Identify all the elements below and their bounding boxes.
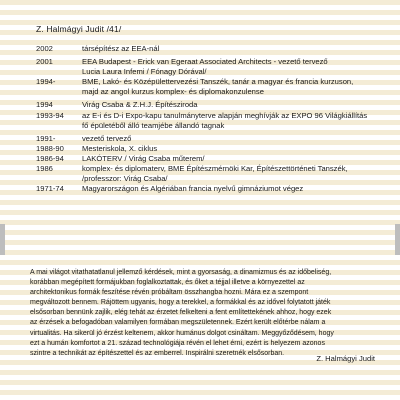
cv-year: 1994 (36, 100, 53, 110)
cv-description-line: Lucia Laura Infemi / Fónagy Dórával/ (82, 67, 207, 77)
cv-description (82, 100, 386, 110)
cv-year: 1986 (36, 164, 53, 174)
cv-description-line: komplex- és diplomaterv, BME Építészmérnöki Kar, Építészettörténeti Tanszék, (82, 164, 348, 174)
cv-description (82, 144, 386, 154)
paragraph-line: A mai világot vitathatatlanul jellemző kérdések, mint a gyorsaság, a dinamizmus és az időbeliség, (30, 269, 332, 276)
cv-description-line: Virág Csaba & Z.H.J. Építésziroda (82, 100, 198, 110)
cv-year: 1991- (36, 133, 56, 143)
paragraph-line: virtualitás. Ha sikerül jó érzést keltenem, akkor humánus dolgot csináltam. Meggyőződésem, hogy (30, 329, 334, 337)
cv-description-line: Magyarországon és Algériában francia nyelvű gimnáziumot végez (82, 184, 304, 194)
paragraph-line: az érzések a befogadóban valamilyen formában megszületennek. Ezért került előtérbe nálam a (30, 319, 326, 327)
cv-description-line: Mesteriskola, X. ciklus (82, 143, 158, 153)
cv-year: 2002 (36, 44, 53, 53)
cv-row (36, 77, 386, 97)
paragraph-line: megváltozott bennem. Rájöttem ugyanis, hogy a terekkel, a formákkal és az idővel folytatott játék (30, 299, 331, 307)
cv-description-line: LAKÓTERV / Virág Csaba műterem/ (82, 153, 205, 163)
cv-description (82, 111, 386, 131)
cv-description-line: BME, Lakó- és Középülettervezési Tanszék, tanár a magyar és francia kurzuson, (82, 77, 354, 87)
cv-timeline (36, 44, 386, 194)
cv-row (36, 57, 386, 77)
cv-description (82, 44, 386, 54)
author-heading: Z. Halmágyi Judit /41/ (36, 24, 122, 34)
cv-description-line: EEA Budapest - Erick van Egeraat Associated Architects - vezető tervező (82, 57, 328, 67)
cv-year: 1994- (36, 77, 56, 87)
cv-description (82, 154, 386, 164)
paragraph-line: elsősorban bennünk zajlik, elég tehát az érzetet felkelteni a fent említettekének ahhoz, hogy ezek (30, 309, 332, 317)
cv-row (36, 44, 386, 54)
cv-year: 1971-74 (36, 184, 64, 194)
cv-year: 1988-90 (36, 143, 64, 153)
cv-row (36, 134, 386, 144)
paragraph-line: korábban megépített formájukban foglalkoztattak, és őket a téjjal illetve a környezettel az (30, 279, 305, 287)
cv-row (36, 184, 386, 194)
cv-year: 1986-94 (36, 153, 64, 163)
cv-description-line: fő épületéből álló teamjébe állandó tagnak (82, 120, 225, 130)
signature: Z. Halmágyi Judit (316, 354, 375, 363)
cv-description (82, 164, 386, 184)
cv-description (82, 57, 386, 77)
cv-row (36, 144, 386, 154)
cv-description-line: vezető tervező (82, 133, 132, 143)
cv-description-line: társépítész az EEA-nál (82, 44, 160, 53)
cv-year: 1993-94 (36, 110, 64, 120)
cv-row (36, 111, 386, 131)
cv-row (36, 100, 386, 110)
cv-description (82, 77, 386, 97)
cv-row (36, 164, 386, 184)
paragraph-line: szintre a technikát az építészettel és az emberrel. Inspirálni szeretnék elsősorban. (30, 349, 285, 357)
cv-description-line: /professzor: Virág Csaba/ (82, 174, 168, 184)
statement-paragraph (30, 268, 375, 359)
cv-description-line: majd az angol kurzus komplex- és diplomakonzulense (82, 87, 264, 97)
paragraph-line: ezt a humán komfortot a 21. század technológiája révén el lehet érni, ezért is helyezem azonos (30, 339, 325, 347)
cv-year: 2001 (36, 57, 53, 67)
paragraph-line: architektonikus formák feszítése révén próbáltam összhangba hozni. Mára ez a szempont (30, 289, 309, 297)
cv-description (82, 184, 386, 194)
cv-description (82, 134, 386, 144)
cv-row (36, 154, 386, 164)
cv-description-line: az E-i és D-i Expo-kapu tanulmányterve alapján meghívják az EXPO 96 Világkiállítás (82, 110, 368, 120)
